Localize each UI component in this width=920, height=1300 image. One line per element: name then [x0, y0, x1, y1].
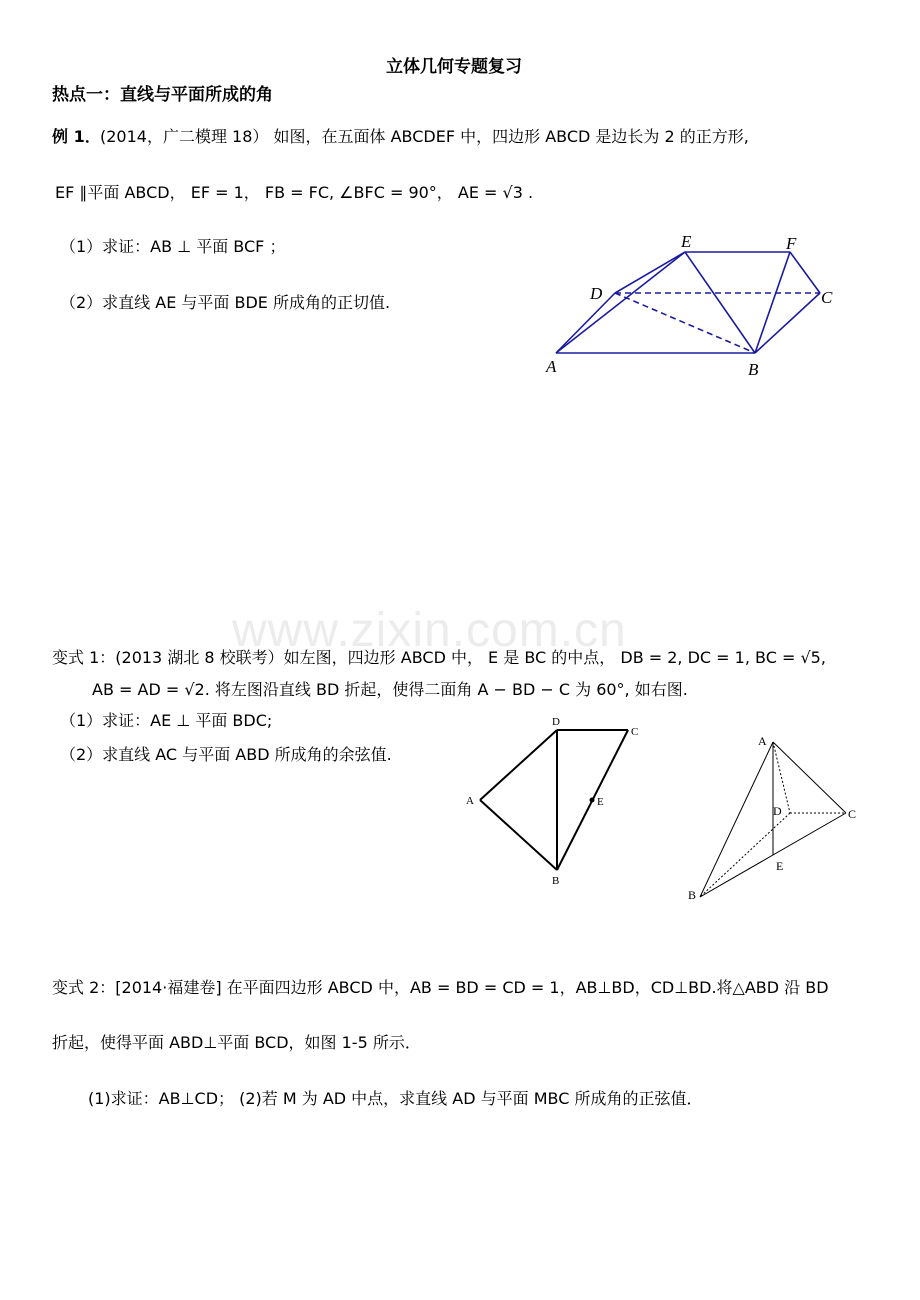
- example1-line1: (2014，广二模理 18） 如图，在五面体 ABCDEF 中，四边形 ABCD 是边长为 2 的正方形,: [100, 127, 749, 146]
- edge-ad: [480, 730, 557, 800]
- label-c: C: [631, 726, 639, 738]
- variant1-left-figure: [460, 712, 650, 892]
- variant1-line2: AB = AD = √2. 将左图沿直线 BD 折起，使得二面角 A − BD − C 为 60°, 如右图.: [92, 680, 688, 699]
- label-d: D: [552, 716, 560, 728]
- label-e: E: [597, 796, 604, 808]
- example1-question2: （2）求直线 AE 与平面 BDE 所成角的正切值.: [60, 293, 391, 312]
- label-b: B: [748, 360, 759, 379]
- edge-ab: [700, 742, 773, 897]
- edge-ad-hidden: [773, 742, 790, 813]
- label-a: A: [466, 795, 474, 807]
- page-title: 立体几何专题复习: [386, 57, 522, 77]
- edge-ab: [480, 800, 557, 870]
- variant2-line1: 变式 2：[2014·福建卷] 在平面四边形 ABCD 中，AB = BD = CD = 1，AB⊥BD，CD⊥BD.将△ABD 沿 BD: [52, 978, 829, 997]
- label-d: D: [773, 804, 782, 818]
- variant1-right-figure: [680, 725, 880, 910]
- variant2-line2: 折起，使得平面 ABD⊥平面 BCD，如图 1-5 所示．: [52, 1033, 421, 1052]
- label-a: A: [758, 734, 767, 748]
- edge-ac: [773, 742, 846, 813]
- label-f: F: [786, 234, 797, 253]
- label-d: D: [590, 284, 603, 303]
- edge-ad: [556, 293, 615, 353]
- example1-question1: （1）求证：AB ⊥ 平面 BCF ；: [60, 237, 286, 256]
- label-c: C: [848, 807, 857, 821]
- example1-label: 例 1．: [52, 127, 101, 146]
- label-c: C: [821, 288, 833, 307]
- variant1-question2: （2）求直线 AC 与平面 ABD 所成角的余弦值.: [60, 745, 392, 764]
- variant1-question1: （1）求证：AE ⊥ 平面 BDC;: [60, 711, 273, 730]
- edge-ed: [615, 252, 685, 293]
- variant1-line1: 变式 1：(2013 湖北 8 校联考）如左图，四边形 ABCD 中， E 是 BC 的中点， DB = 2, DC = 1, BC = √5,: [52, 648, 826, 667]
- watermark: www.zixin.com.cn: [232, 604, 627, 657]
- midpoint-e: [590, 798, 595, 803]
- label-b: B: [552, 875, 560, 887]
- example1-line2: EF ∥平面 ABCD， EF = 1， FB = FC, ∠BFC = 90°， AE = √3 .: [55, 183, 534, 202]
- example1-pentahedron-figure: [530, 225, 850, 385]
- label-b: B: [688, 888, 697, 902]
- label-a: A: [546, 357, 557, 376]
- edge-fc: [790, 252, 820, 293]
- label-e: E: [681, 232, 692, 251]
- label-e: E: [776, 859, 784, 873]
- section-heading: 热点一：直线与平面所成的角: [52, 85, 273, 105]
- edge-db-hidden: [700, 813, 790, 897]
- edge-ae: [556, 252, 685, 353]
- variant2-questions: (1)求证：AB⊥CD； (2)若 M 为 AD 中点，求直线 AD 与平面 MBC 所成角的正弦值．: [88, 1089, 703, 1108]
